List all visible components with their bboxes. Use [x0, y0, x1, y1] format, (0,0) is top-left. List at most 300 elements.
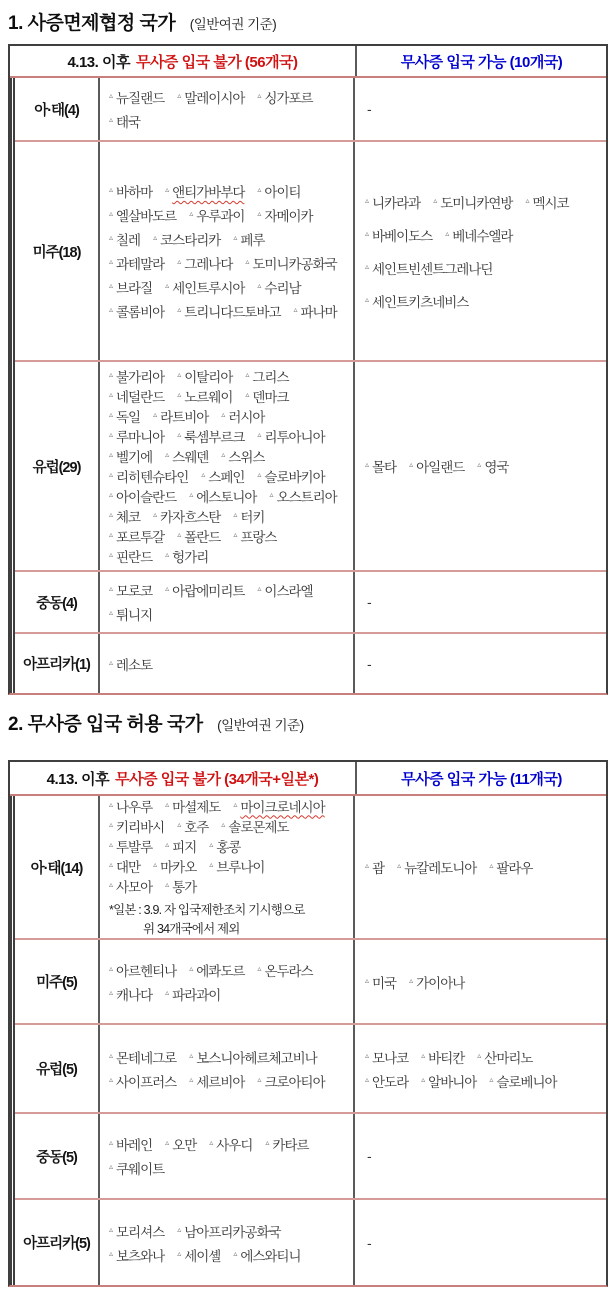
- country-item: [109, 1221, 164, 1241]
- triangle-bullet-icon: ▵: [109, 1248, 114, 1258]
- country-name: 아이티: [264, 185, 301, 200]
- triangle-bullet-icon: ▵: [365, 460, 370, 469]
- table-row: [15, 362, 606, 572]
- region-cell: 미주(18): [15, 142, 100, 360]
- country-line: [109, 602, 351, 626]
- country-item: [109, 960, 176, 980]
- country-item: [109, 253, 164, 273]
- triangle-bullet-icon: ▵: [109, 430, 114, 439]
- country-line: [109, 876, 351, 896]
- country-item: [445, 225, 512, 245]
- country-name: 파나마: [300, 305, 337, 320]
- country-line: [109, 227, 351, 251]
- country-line: [109, 1219, 351, 1243]
- triangle-bullet-icon: ▵: [397, 861, 402, 870]
- table-row: [15, 796, 606, 940]
- country-item: [365, 192, 420, 212]
- country-item: [109, 426, 164, 446]
- country-name: 보츠와나: [116, 1248, 165, 1264]
- country-item: [233, 796, 324, 816]
- country-name: 아르헨티나: [116, 963, 177, 979]
- region-cell: 아프리카(1): [15, 634, 100, 693]
- country-item: [257, 277, 300, 297]
- triangle-bullet-icon: ▵: [421, 1050, 426, 1060]
- country-name: 호주: [184, 819, 209, 835]
- country-name: 세르비아: [196, 1074, 245, 1090]
- country-name: 벨기에: [116, 450, 153, 465]
- country-name: 에스토니아: [196, 490, 257, 505]
- country-item: [257, 87, 312, 107]
- triangle-bullet-icon: ▵: [109, 530, 114, 539]
- country-item: [177, 526, 220, 546]
- country-item: [153, 506, 220, 526]
- country-item: [177, 87, 244, 107]
- country-line: [365, 1045, 604, 1069]
- country-name: 브라질: [116, 281, 153, 296]
- triangle-bullet-icon: ▵: [189, 1050, 194, 1060]
- triangle-bullet-icon: ▵: [233, 510, 238, 519]
- triangle-bullet-icon: ▵: [189, 209, 194, 218]
- triangle-bullet-icon: ▵: [257, 430, 262, 439]
- country-item: [109, 181, 152, 201]
- country-item: [109, 506, 140, 526]
- country-line: [109, 299, 351, 323]
- country-name: 마이크로네시아: [240, 799, 325, 815]
- country-item: [177, 253, 232, 273]
- allowed-countries-cell: [355, 142, 606, 360]
- triangle-bullet-icon: ▵: [365, 975, 370, 985]
- table-row: [15, 634, 606, 693]
- country-item: [269, 486, 336, 506]
- country-name: 아이슬란드: [116, 490, 177, 505]
- triangle-bullet-icon: ▵: [109, 490, 114, 499]
- country-item: [257, 1071, 324, 1091]
- country-item: [109, 277, 152, 297]
- country-item: [109, 466, 188, 486]
- country-name: 몰타: [372, 460, 397, 475]
- triangle-bullet-icon: ▵: [165, 1138, 170, 1147]
- country-item: [245, 253, 336, 273]
- allowed-countries-cell: [355, 572, 606, 632]
- table-row: [15, 940, 606, 1025]
- country-name: 에콰도르: [196, 963, 245, 979]
- country-name: 세이셸: [184, 1248, 221, 1264]
- triangle-bullet-icon: ▵: [165, 185, 170, 194]
- country-name: 에스와티니: [240, 1248, 301, 1264]
- table-row: [15, 1025, 606, 1114]
- triangle-bullet-icon: ▵: [257, 1074, 262, 1084]
- country-line: [109, 1243, 351, 1267]
- triangle-bullet-icon: ▵: [365, 228, 370, 238]
- country-item: [177, 426, 244, 446]
- country-name: 쿠웨이트: [116, 1162, 165, 1177]
- country-item: [245, 366, 288, 386]
- triangle-bullet-icon: ▵: [109, 1224, 114, 1234]
- country-name: 우루과이: [196, 209, 245, 224]
- country-name: 보스니아헤르체고비나: [196, 1050, 317, 1066]
- triangle-bullet-icon: ▵: [165, 550, 170, 559]
- banned-countries-cell: [100, 634, 355, 693]
- country-item: [109, 1245, 164, 1265]
- banned-countries-cell: [100, 940, 355, 1023]
- triangle-bullet-icon: ▵: [109, 657, 114, 667]
- triangle-bullet-icon: ▵: [445, 228, 450, 238]
- triangle-bullet-icon: ▵: [365, 195, 370, 205]
- country-item: [109, 229, 140, 249]
- table1-body: [10, 78, 606, 693]
- country-name: 남아프리카공화국: [184, 1224, 281, 1240]
- country-name: 리히텐슈타인: [116, 470, 189, 485]
- country-name: 튀니지: [116, 608, 153, 623]
- triangle-bullet-icon: ▵: [209, 1138, 214, 1147]
- country-item: [257, 426, 324, 446]
- country-name: 캐나다: [116, 987, 153, 1003]
- triangle-bullet-icon: ▵: [153, 410, 158, 419]
- country-line: [365, 251, 604, 284]
- triangle-bullet-icon: ▵: [189, 963, 194, 973]
- empty-dash: -: [367, 101, 372, 117]
- triangle-bullet-icon: ▵: [269, 490, 274, 499]
- country-line: [109, 406, 351, 426]
- triangle-bullet-icon: ▵: [109, 115, 114, 124]
- country-name: 트리니다드토바고: [184, 305, 281, 320]
- country-item: [209, 836, 240, 856]
- country-name: 나우루: [116, 799, 153, 815]
- country-item: [489, 1071, 556, 1091]
- country-line: [109, 446, 351, 466]
- triangle-bullet-icon: ▵: [365, 261, 370, 271]
- country-item: [109, 87, 164, 107]
- triangle-bullet-icon: ▵: [165, 839, 170, 849]
- country-item: [165, 277, 244, 297]
- country-name: 리투아니아: [264, 430, 325, 445]
- country-name: 모리셔스: [116, 1224, 165, 1240]
- country-name: 대만: [116, 859, 141, 875]
- region-cell: 아프리카(5): [15, 1200, 100, 1285]
- country-item: [109, 366, 164, 386]
- country-line: [365, 855, 604, 879]
- triangle-bullet-icon: ▵: [177, 370, 182, 379]
- country-name: 몬테네그로: [116, 1050, 177, 1066]
- table-row: [15, 78, 606, 142]
- country-name: 싱가포르: [264, 91, 313, 106]
- country-item: [109, 984, 152, 1004]
- country-item: [221, 406, 264, 426]
- country-item: [165, 181, 244, 201]
- triangle-bullet-icon: ▵: [109, 470, 114, 479]
- country-item: [165, 836, 196, 856]
- country-item: [109, 654, 152, 674]
- country-item: [109, 836, 152, 856]
- country-name: 팔라우: [496, 861, 533, 876]
- country-name: 사이프러스: [116, 1074, 177, 1090]
- section2-title-text: 2. 무사증 입국 허용 국가: [8, 714, 203, 735]
- country-item: [189, 1047, 316, 1067]
- country-name: 홍콩: [216, 839, 241, 855]
- country-item: [201, 466, 244, 486]
- country-line: [109, 1132, 351, 1156]
- country-name: 자메이카: [264, 209, 313, 224]
- country-name: 세인트키츠네비스: [372, 294, 469, 310]
- triangle-bullet-icon: ▵: [109, 608, 114, 617]
- triangle-bullet-icon: ▵: [109, 281, 114, 290]
- country-item: [109, 796, 152, 816]
- country-name: 말레이시아: [184, 91, 245, 106]
- country-name: 온두라스: [264, 963, 313, 979]
- triangle-bullet-icon: ▵: [233, 233, 238, 242]
- country-name: 영국: [484, 460, 509, 475]
- country-item: [233, 526, 276, 546]
- country-name: 스위스: [228, 450, 265, 465]
- triangle-bullet-icon: ▵: [109, 1074, 114, 1084]
- country-name: 헝가리: [172, 550, 209, 565]
- country-item: [177, 366, 232, 386]
- region-cell: 유럽(5): [15, 1025, 100, 1112]
- country-name: 피지: [172, 839, 197, 855]
- country-name: 태국: [116, 115, 141, 130]
- country-item: [365, 857, 384, 877]
- country-item: [165, 546, 208, 566]
- country-item: [365, 291, 468, 311]
- triangle-bullet-icon: ▵: [365, 294, 370, 304]
- country-item: [177, 301, 280, 321]
- triangle-bullet-icon: ▵: [165, 987, 170, 997]
- country-name: 이탈리아: [184, 370, 233, 385]
- country-item: [421, 1071, 476, 1091]
- triangle-bullet-icon: ▵: [293, 305, 298, 314]
- country-name: 모로코: [116, 584, 153, 599]
- triangle-bullet-icon: ▵: [209, 859, 214, 869]
- country-name: 체코: [116, 510, 141, 525]
- country-line: [109, 466, 351, 486]
- country-item: [177, 1245, 220, 1265]
- table2-header-date: 4.13. 이후: [46, 770, 110, 788]
- country-name: 포르투갈: [116, 530, 165, 545]
- country-name: 괌: [372, 861, 385, 876]
- triangle-bullet-icon: ▵: [433, 195, 438, 205]
- country-line: [109, 1069, 351, 1093]
- triangle-bullet-icon: ▵: [177, 530, 182, 539]
- country-line: [109, 526, 351, 546]
- country-item: [189, 486, 256, 506]
- triangle-bullet-icon: ▵: [189, 490, 194, 499]
- triangle-bullet-icon: ▵: [109, 819, 114, 829]
- triangle-bullet-icon: ▵: [109, 987, 114, 997]
- country-line: [109, 982, 351, 1006]
- country-name: 안도라: [372, 1074, 409, 1090]
- triangle-bullet-icon: ▵: [189, 1074, 194, 1084]
- country-name: 알바니아: [428, 1074, 477, 1090]
- triangle-bullet-icon: ▵: [265, 1138, 270, 1147]
- visa-free-entry-table: [8, 760, 608, 1287]
- triangle-bullet-icon: ▵: [365, 1050, 370, 1060]
- country-name: 마셜제도: [172, 799, 221, 815]
- country-line: [109, 652, 351, 676]
- triangle-bullet-icon: ▵: [489, 861, 494, 870]
- country-item: [109, 111, 140, 131]
- country-name: 베네수엘라: [452, 228, 513, 244]
- country-item: [177, 386, 232, 406]
- country-name: 폴란드: [184, 530, 221, 545]
- empty-dash: -: [367, 1234, 372, 1251]
- allowed-countries-cell: [355, 634, 606, 693]
- triangle-bullet-icon: ▵: [109, 233, 114, 242]
- triangle-bullet-icon: ▵: [109, 859, 114, 869]
- japan-note-line1: *일본 : 3.9. 자 입국제한조치 기시행으로: [109, 902, 305, 917]
- triangle-bullet-icon: ▵: [257, 963, 262, 973]
- country-item: [109, 604, 152, 624]
- country-line: [365, 284, 604, 317]
- triangle-bullet-icon: ▵: [477, 1050, 482, 1060]
- country-name: 네덜란드: [116, 390, 165, 405]
- table1-header-allowed-label: 무사증 입국 가능 (10개국): [400, 53, 563, 71]
- country-line: [109, 486, 351, 506]
- country-name: 그레나다: [184, 257, 233, 272]
- triangle-bullet-icon: ▵: [109, 550, 114, 559]
- allowed-countries-cell: [355, 1200, 606, 1285]
- country-item: [257, 205, 312, 225]
- country-item: [109, 301, 164, 321]
- country-item: [209, 1134, 252, 1154]
- section1-title: [8, 8, 616, 35]
- country-item: [109, 1071, 176, 1091]
- country-name: 스페인: [208, 470, 245, 485]
- region-cell: 아·태(4): [15, 78, 100, 140]
- triangle-bullet-icon: ▵: [409, 975, 414, 985]
- country-item: [233, 1245, 300, 1265]
- region-cell: 중동(4): [15, 572, 100, 632]
- banned-countries-cell: [100, 78, 355, 140]
- triangle-bullet-icon: ▵: [257, 209, 262, 218]
- country-name: 핀란드: [116, 550, 153, 565]
- country-name: 마카오: [160, 859, 197, 875]
- triangle-bullet-icon: ▵: [177, 390, 182, 399]
- country-item: [153, 856, 196, 876]
- empty-dash: -: [367, 655, 372, 672]
- country-name: 러시아: [228, 410, 265, 425]
- country-item: [165, 984, 220, 1004]
- country-name: 터키: [240, 510, 265, 525]
- triangle-bullet-icon: ▵: [153, 859, 158, 869]
- country-name: 모나코: [372, 1050, 409, 1066]
- country-line: [109, 836, 351, 856]
- triangle-bullet-icon: ▵: [233, 1248, 238, 1258]
- section2-title: [8, 709, 616, 736]
- japan-note-line2: 위 34개국에서 제외: [143, 921, 240, 936]
- triangle-bullet-icon: ▵: [165, 584, 170, 593]
- table-row: [15, 572, 606, 634]
- section1-title-suffix: (일반여권 기준): [189, 17, 277, 32]
- country-name: 세인트루시아: [172, 281, 245, 296]
- section2-title-suffix: (일반여권 기준): [217, 718, 304, 733]
- banned-countries-cell: [100, 1025, 355, 1112]
- triangle-bullet-icon: ▵: [109, 510, 114, 519]
- triangle-bullet-icon: ▵: [209, 839, 214, 849]
- country-item: [433, 192, 512, 212]
- country-name: 파라과이: [172, 987, 221, 1003]
- country-line: [109, 1156, 351, 1180]
- country-line: [109, 546, 351, 566]
- country-name: 스웨덴: [172, 450, 209, 465]
- country-name: 오만: [172, 1138, 197, 1153]
- table2-header-allowed: [357, 762, 606, 794]
- country-item: [365, 1047, 408, 1067]
- triangle-bullet-icon: ▵: [153, 233, 158, 242]
- country-item: [365, 972, 396, 992]
- country-line: [365, 970, 604, 994]
- country-line: [365, 218, 604, 251]
- visa-exemption-table: [8, 44, 608, 695]
- banned-countries-cell: [100, 796, 355, 938]
- country-item: [257, 466, 324, 486]
- country-name: 도미니카공화국: [252, 257, 337, 272]
- country-item: [165, 1134, 196, 1154]
- country-line: [109, 275, 351, 299]
- country-line: [365, 185, 604, 218]
- country-line: [109, 109, 351, 133]
- country-name: 바티칸: [428, 1050, 465, 1066]
- country-item: [365, 456, 396, 476]
- country-item: [109, 386, 164, 406]
- triangle-bullet-icon: ▵: [165, 879, 170, 889]
- region-cell: 중동(5): [15, 1114, 100, 1198]
- country-item: [165, 580, 244, 600]
- country-item: [409, 972, 464, 992]
- triangle-bullet-icon: ▵: [409, 460, 414, 469]
- country-item: [409, 456, 464, 476]
- country-item: [109, 526, 164, 546]
- country-name: 뉴칼레도니아: [404, 861, 477, 876]
- country-name: 과테말라: [116, 257, 165, 272]
- triangle-bullet-icon: ▵: [177, 91, 182, 100]
- country-item: [221, 816, 288, 836]
- country-item: [294, 301, 337, 321]
- triangle-bullet-icon: ▵: [109, 209, 114, 218]
- country-name: 카자흐스탄: [160, 510, 221, 525]
- country-item: [365, 258, 492, 278]
- country-name: 페루: [240, 233, 265, 248]
- country-item: [257, 181, 300, 201]
- country-name: 카타르: [272, 1138, 309, 1153]
- triangle-bullet-icon: ▵: [109, 91, 114, 100]
- triangle-bullet-icon: ▵: [177, 430, 182, 439]
- country-name: 덴마크: [252, 390, 289, 405]
- triangle-bullet-icon: ▵: [109, 305, 114, 314]
- country-item: [109, 1158, 164, 1178]
- country-name: 가이아나: [416, 975, 465, 991]
- country-line: [109, 85, 351, 109]
- banned-countries-cell: [100, 142, 355, 360]
- triangle-bullet-icon: ▵: [489, 1074, 494, 1084]
- triangle-bullet-icon: ▵: [221, 819, 226, 829]
- country-name: 도미니카연방: [440, 195, 513, 211]
- triangle-bullet-icon: ▵: [109, 839, 114, 849]
- country-item: [109, 856, 140, 876]
- country-item: [365, 225, 432, 245]
- country-item: [109, 580, 152, 600]
- triangle-bullet-icon: ▵: [201, 470, 206, 479]
- country-item: [525, 192, 568, 212]
- country-item: [189, 1071, 244, 1091]
- country-item: [189, 960, 244, 980]
- country-name: 멕시코: [532, 195, 569, 211]
- country-item: [365, 1071, 408, 1091]
- triangle-bullet-icon: ▵: [221, 450, 226, 459]
- triangle-bullet-icon: ▵: [477, 460, 482, 469]
- country-name: 그리스: [252, 370, 289, 385]
- banned-countries-cell: [100, 1200, 355, 1285]
- country-item: [109, 1134, 152, 1154]
